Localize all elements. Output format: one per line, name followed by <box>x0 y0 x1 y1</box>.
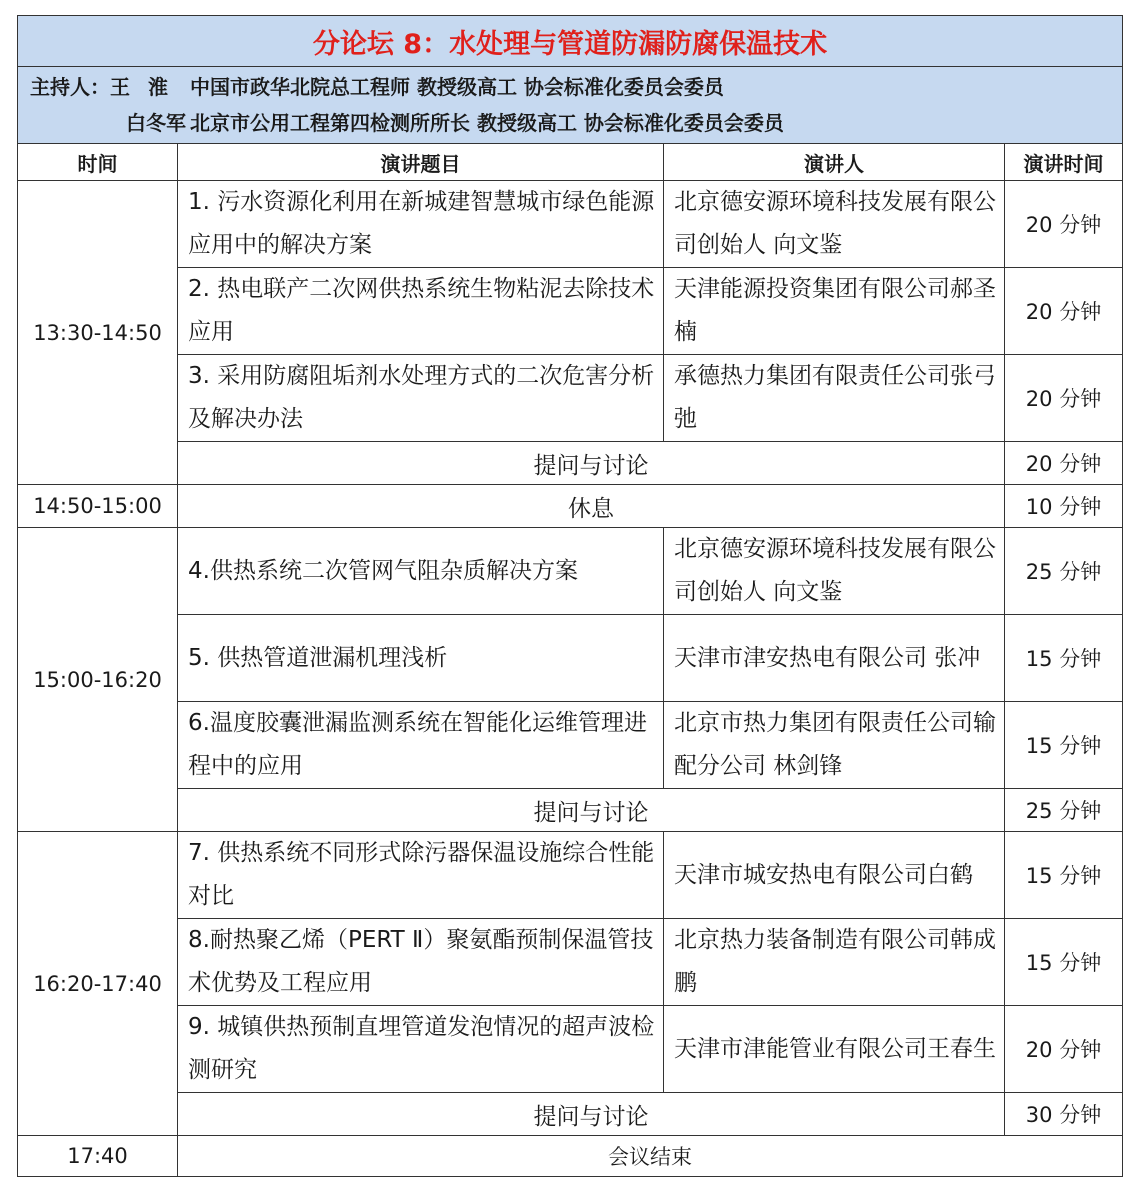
talk-topic: 8.耐热聚乙烯（PERT Ⅱ）聚氨酯预制保温管技术优势及工程应用 <box>178 919 664 1006</box>
host-row-2 <box>30 105 1122 141</box>
hosts-block <box>18 67 1123 144</box>
table-row <box>18 268 1123 355</box>
table-row <box>18 355 1123 442</box>
break-label: 休息 <box>178 485 1005 528</box>
table-row <box>18 702 1123 789</box>
qa-label: 提问与讨论 <box>178 1093 1005 1136</box>
table-row <box>18 1006 1123 1093</box>
talk-topic: 9. 城镇供热预制直埋管道发泡情况的超声波检测研究 <box>178 1006 664 1093</box>
talk-duration: 20 分钟 <box>1005 1006 1123 1093</box>
talk-topic: 4.供热系统二次管网气阻杂质解决方案 <box>178 528 664 615</box>
host-name-1: 王淮 <box>110 75 186 99</box>
talk-duration: 15 分钟 <box>1005 832 1123 919</box>
talk-speaker: 承德热力集团有限责任公司张弓弛 <box>664 355 1005 442</box>
end-label: 会议结束 <box>178 1136 1123 1177</box>
talk-speaker: 天津市城安热电有限公司白鹤 <box>664 832 1005 919</box>
table-row <box>18 181 1123 268</box>
qa-row <box>18 789 1123 832</box>
table-row <box>18 528 1123 615</box>
qa-row <box>18 1093 1123 1136</box>
qa-duration: 20 分钟 <box>1005 442 1123 485</box>
table-row <box>18 919 1123 1006</box>
col-header-topic: 演讲题目 <box>178 144 664 181</box>
talk-speaker: 北京德安源环境科技发展有限公司创始人 向文鉴 <box>664 181 1005 268</box>
talk-topic: 6.温度胶囊泄漏监测系统在智能化运维管理进程中的应用 <box>178 702 664 789</box>
host-name-2: 白冬军 <box>126 111 186 135</box>
break-time: 14:50-15:00 <box>18 485 178 528</box>
talk-duration: 15 分钟 <box>1005 919 1123 1006</box>
col-header-speaker: 演讲人 <box>664 144 1005 181</box>
session-time: 13:30-14:50 <box>18 181 178 485</box>
session-time: 16:20-17:40 <box>18 832 178 1136</box>
break-row <box>18 485 1123 528</box>
talk-topic: 3. 采用防腐阻垢剂水处理方式的二次危害分析及解决办法 <box>178 355 664 442</box>
talk-speaker: 北京德安源环境科技发展有限公司创始人 向文鉴 <box>664 528 1005 615</box>
forum-agenda-table <box>17 15 1123 1177</box>
talk-speaker: 北京热力装备制造有限公司韩成鹏 <box>664 919 1005 1006</box>
end-row <box>18 1136 1123 1177</box>
talk-duration: 25 分钟 <box>1005 528 1123 615</box>
talk-topic: 2. 热电联产二次网供热系统生物粘泥去除技术应用 <box>178 268 664 355</box>
talk-speaker: 天津市津安热电有限公司 张冲 <box>664 615 1005 702</box>
qa-label: 提问与讨论 <box>178 789 1005 832</box>
forum-title: 分论坛 8：水处理与管道防漏防腐保温技术 <box>18 16 1123 67</box>
talk-duration: 20 分钟 <box>1005 181 1123 268</box>
talk-speaker: 天津能源投资集团有限公司郝圣楠 <box>664 268 1005 355</box>
talk-duration: 20 分钟 <box>1005 268 1123 355</box>
host-row-1 <box>30 69 1122 105</box>
qa-duration: 25 分钟 <box>1005 789 1123 832</box>
col-header-duration: 演讲时间 <box>1005 144 1123 181</box>
host-label <box>30 69 190 105</box>
talk-topic: 1. 污水资源化利用在新城建智慧城市绿色能源应用中的解决方案 <box>178 181 664 268</box>
session-time: 15:00-16:20 <box>18 528 178 832</box>
table-row <box>18 832 1123 919</box>
host-label-text: 主持人： <box>30 75 110 99</box>
break-duration: 10 分钟 <box>1005 485 1123 528</box>
table-row <box>18 615 1123 702</box>
col-header-time: 时间 <box>18 144 178 181</box>
talk-topic: 7. 供热系统不同形式除污器保温设施综合性能对比 <box>178 832 664 919</box>
talk-duration: 15 分钟 <box>1005 615 1123 702</box>
end-time: 17:40 <box>18 1136 178 1177</box>
talk-speaker: 北京市热力集团有限责任公司输配分公司 林剑锋 <box>664 702 1005 789</box>
talk-speaker: 天津市津能管业有限公司王春生 <box>664 1006 1005 1093</box>
qa-duration: 30 分钟 <box>1005 1093 1123 1136</box>
host-info-2: 北京市公用工程第四检测所所长 教授级高工 协会标准化委员会委员 <box>190 111 784 135</box>
qa-row <box>18 442 1123 485</box>
talk-duration: 15 分钟 <box>1005 702 1123 789</box>
talk-topic: 5. 供热管道泄漏机理浅析 <box>178 615 664 702</box>
host-info-1: 中国市政华北院总工程师 教授级高工 协会标准化委员会委员 <box>190 75 724 99</box>
talk-duration: 20 分钟 <box>1005 355 1123 442</box>
qa-label: 提问与讨论 <box>178 442 1005 485</box>
